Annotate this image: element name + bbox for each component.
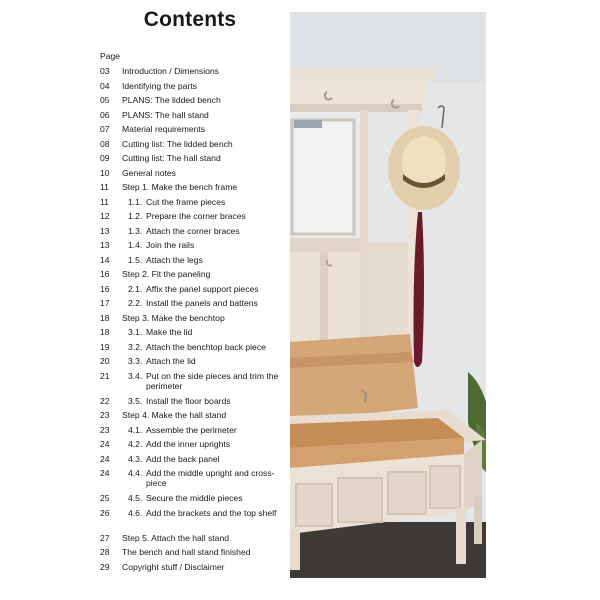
toc-page: 24	[100, 468, 110, 478]
toc-page: 19	[100, 341, 110, 352]
toc-label: Add the back panel	[146, 453, 220, 464]
toc-substep	[100, 396, 286, 411]
toc-page: 13	[100, 225, 110, 236]
toc-label: Attach the legs	[146, 254, 203, 265]
toc-label: Cutting list: The lidded bench	[122, 138, 233, 149]
toc-page: 24	[100, 453, 110, 464]
toc-label: Install the panels and battens	[146, 298, 258, 308]
toc-page: 23	[100, 410, 110, 420]
toc-label: Introduction / Dimensions	[122, 66, 219, 76]
toc-substep-number: 3.3.	[128, 356, 143, 366]
toc-page: 04	[100, 80, 110, 91]
toc-entry	[100, 66, 286, 81]
toc-substep-number: 4.5.	[128, 493, 143, 503]
toc-page: 22	[100, 395, 110, 406]
toc-substep	[100, 197, 286, 212]
table-of-contents	[100, 66, 286, 576]
toc-substep-number: 1.5.	[128, 254, 143, 265]
toc-label: Attach the lid	[146, 356, 196, 366]
toc-label: Step 2. Fit the paneling	[122, 269, 211, 279]
toc-entry	[100, 153, 286, 168]
toc-substep-number: 2.2.	[128, 298, 143, 308]
toc-substep	[100, 468, 286, 493]
toc-page: 11	[100, 196, 109, 207]
toc-substep	[100, 298, 286, 313]
page-title: Contents	[143, 8, 237, 31]
toc-page: 17	[100, 298, 110, 308]
toc-page: 26	[100, 507, 110, 518]
toc-substep-number: 2.1.	[128, 283, 143, 294]
toc-label: Prepare the corner braces	[146, 211, 246, 221]
toc-label: Step 3. Make the benchtop	[122, 312, 225, 323]
toc-substep-number: 3.5.	[128, 395, 143, 406]
toc-entry	[100, 562, 286, 577]
toc-page: 24	[100, 439, 110, 449]
toc-entry	[100, 168, 286, 183]
toc-substep-number: 3.1.	[128, 327, 143, 337]
toc-label: The bench and hall stand finished	[122, 547, 251, 557]
toc-step	[100, 182, 286, 197]
toc-substep-number: 1.2.	[128, 211, 143, 221]
toc-label: Cut the frame pieces	[146, 196, 226, 207]
toc-label: General notes	[122, 167, 176, 178]
toc-label: Step 5. Attach the hall stand	[122, 532, 230, 543]
toc-substep	[100, 211, 286, 226]
toc-label: Put on the side pieces and trim the perimeter	[146, 370, 279, 391]
toc-label: Attach the corner braces	[146, 225, 240, 236]
toc-page: 14	[100, 254, 110, 265]
toc-entry	[100, 139, 286, 154]
toc-label: Install the floor boards	[146, 395, 231, 406]
toc-label: Assemble the perimeter	[146, 424, 237, 435]
toc-page: 23	[100, 424, 110, 435]
toc-substep-number: 3.2.	[128, 341, 143, 352]
toc-label: Make the lid	[146, 327, 193, 337]
toc-substep-number: 1.1.	[128, 196, 143, 207]
toc-step	[100, 269, 286, 284]
toc-substep	[100, 284, 286, 299]
toc-label: Material requirements	[122, 124, 206, 134]
toc-entry	[100, 124, 286, 139]
toc-page: 18	[100, 327, 110, 337]
toc-substep	[100, 454, 286, 469]
toc-label: PLANS: The hall stand	[122, 109, 209, 120]
toc-substep-number: 4.3.	[128, 453, 143, 464]
toc-label: PLANS: The lidded bench	[122, 95, 221, 105]
toc-substep	[100, 226, 286, 241]
toc-page: 16	[100, 283, 110, 294]
toc-substep-number: 3.4.	[128, 370, 143, 381]
toc-page: 21	[100, 370, 110, 381]
toc-page: 27	[100, 532, 110, 543]
toc-page: 18	[100, 312, 110, 323]
toc-substep	[100, 508, 286, 533]
toc-label: Join the rails	[146, 240, 195, 250]
toc-label: Step 1. Make the bench frame	[122, 182, 238, 192]
toc-label: Copyright stuff / Disclaimer	[122, 561, 225, 572]
toc-substep	[100, 342, 286, 357]
toc-substep-number: 4.1.	[128, 424, 143, 435]
toc-page: 20	[100, 356, 110, 366]
toc-label: Secure the middle pieces	[146, 493, 243, 503]
toc-entry	[100, 81, 286, 96]
toc-substep-number: 1.4.	[128, 240, 143, 250]
toc-label: Affix the panel support pieces	[146, 283, 259, 294]
toc-page: 10	[100, 167, 110, 178]
toc-entry	[100, 110, 286, 125]
toc-page: 16	[100, 269, 110, 279]
toc-page: 29	[100, 561, 110, 572]
toc-substep	[100, 493, 286, 508]
toc-label: Add the brackets and the top shelf	[146, 507, 277, 518]
toc-page: 11	[100, 182, 109, 192]
toc-substep-number: 1.3.	[128, 225, 143, 236]
toc-substep	[100, 425, 286, 440]
toc-page: 09	[100, 153, 110, 163]
toc-page: 28	[100, 547, 110, 557]
toc-substep	[100, 327, 286, 342]
toc-step	[100, 313, 286, 328]
hall-stand-bench-illustration	[290, 12, 486, 578]
toc-page: 07	[100, 124, 110, 134]
toc-label: Step 4. Make the hall stand	[122, 410, 227, 420]
toc-page: 03	[100, 66, 110, 76]
toc-label: Attach the benchtop back piece	[146, 341, 266, 352]
toc-substep-number: 4.4.	[128, 468, 143, 478]
toc-substep	[100, 255, 286, 270]
toc-substep	[100, 240, 286, 255]
toc-page: 13	[100, 240, 110, 250]
toc-page: 12	[100, 211, 110, 221]
toc-label: Cutting list: The hall stand	[122, 153, 221, 163]
toc-label: Add the middle upright and cross-piece	[146, 468, 275, 488]
toc-entry	[100, 95, 286, 110]
toc-substep-number: 4.2.	[128, 439, 143, 449]
toc-label: Add the inner uprights	[146, 439, 231, 449]
toc-step	[100, 410, 286, 425]
toc-substep	[100, 356, 286, 371]
toc-page: 06	[100, 109, 110, 120]
toc-entry	[100, 547, 286, 562]
toc-page: 08	[100, 138, 110, 149]
toc-page: 25	[100, 493, 110, 503]
toc-page: 05	[100, 95, 110, 105]
bench-photo	[290, 12, 486, 578]
page-column-header: Page	[100, 51, 121, 61]
toc-step	[100, 533, 286, 548]
toc-substep	[100, 371, 286, 396]
toc-label: Identifying the parts	[122, 80, 198, 91]
toc-substep	[100, 439, 286, 454]
toc-substep-number: 4.6.	[128, 507, 143, 518]
